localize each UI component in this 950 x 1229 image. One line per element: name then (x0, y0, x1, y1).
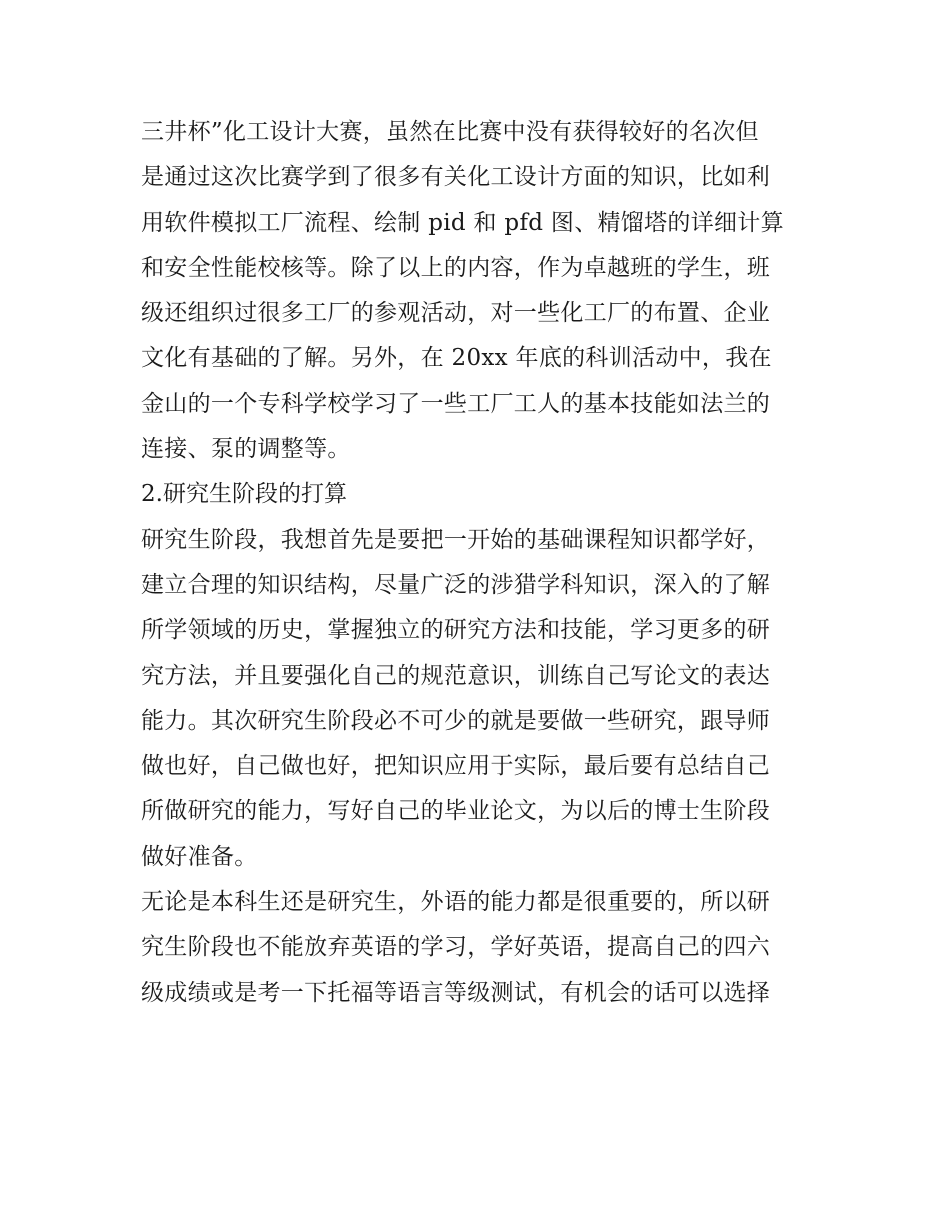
text-line: 做好准备。 (141, 843, 258, 870)
text-line: 究方法，并且要强化自己的规范意识，训练自己写论文的表达 (141, 662, 771, 689)
text-line: 和安全性能校核等。除了以上的内容，作为卓越班的学生，班 (141, 254, 771, 281)
text-line: 金山的一个专科学校学习了一些工厂工人的基本技能如法兰的 (141, 390, 771, 417)
text-line: 文化有基础的了解。另外，在 20xx 年底的科训活动中，我在 (141, 345, 772, 372)
text-line: 所做研究的能力，写好自己的毕业论文，为以后的博士生阶段 (141, 798, 771, 825)
text-line: 究生阶段也不能放弃英语的学习，学好英语，提高自己的四六 (141, 934, 771, 961)
text-line: 建立合理的知识结构，尽量广泛的涉猎学科知识，深入的了解 (141, 571, 771, 598)
text-line: 无论是本科生还是研究生，外语的能力都是很重要的，所以研 (141, 889, 771, 916)
section-heading: 2.研究生阶段的打算 (141, 481, 347, 508)
text-line: 所学领域的历史，掌握独立的研究方法和技能，学习更多的研 (141, 617, 771, 644)
text-line: 研究生阶段，我想首先是要把一开始的基础课程知识都学好， (141, 526, 771, 553)
text-line: 连接、泵的调整等。 (141, 436, 351, 463)
body-text (141, 110, 821, 1016)
text-line: 级成绩或是考一下托福等语言等级测试，有机会的话可以选择 (141, 979, 771, 1006)
text-line: 用软件模拟工厂流程、绘制 pid 和 pfd 图、精馏塔的详细计算 (141, 209, 784, 236)
text-line: 是通过这次比赛学到了很多有关化工设计方面的知识，比如利 (141, 164, 771, 191)
text-line: 能力。其次研究生阶段必不可少的就是要做一些研究，跟导师 (141, 707, 771, 734)
text-line: 三井杯”化工设计大赛，虽然在比赛中没有获得较好的名次但 (141, 119, 759, 145)
text-line: 级还组织过很多工厂的参观活动，对一些化工厂的布置、企业 (141, 300, 771, 327)
text-line: 做也好，自己做也好，把知识应用于实际，最后要有总结自己 (141, 753, 771, 780)
